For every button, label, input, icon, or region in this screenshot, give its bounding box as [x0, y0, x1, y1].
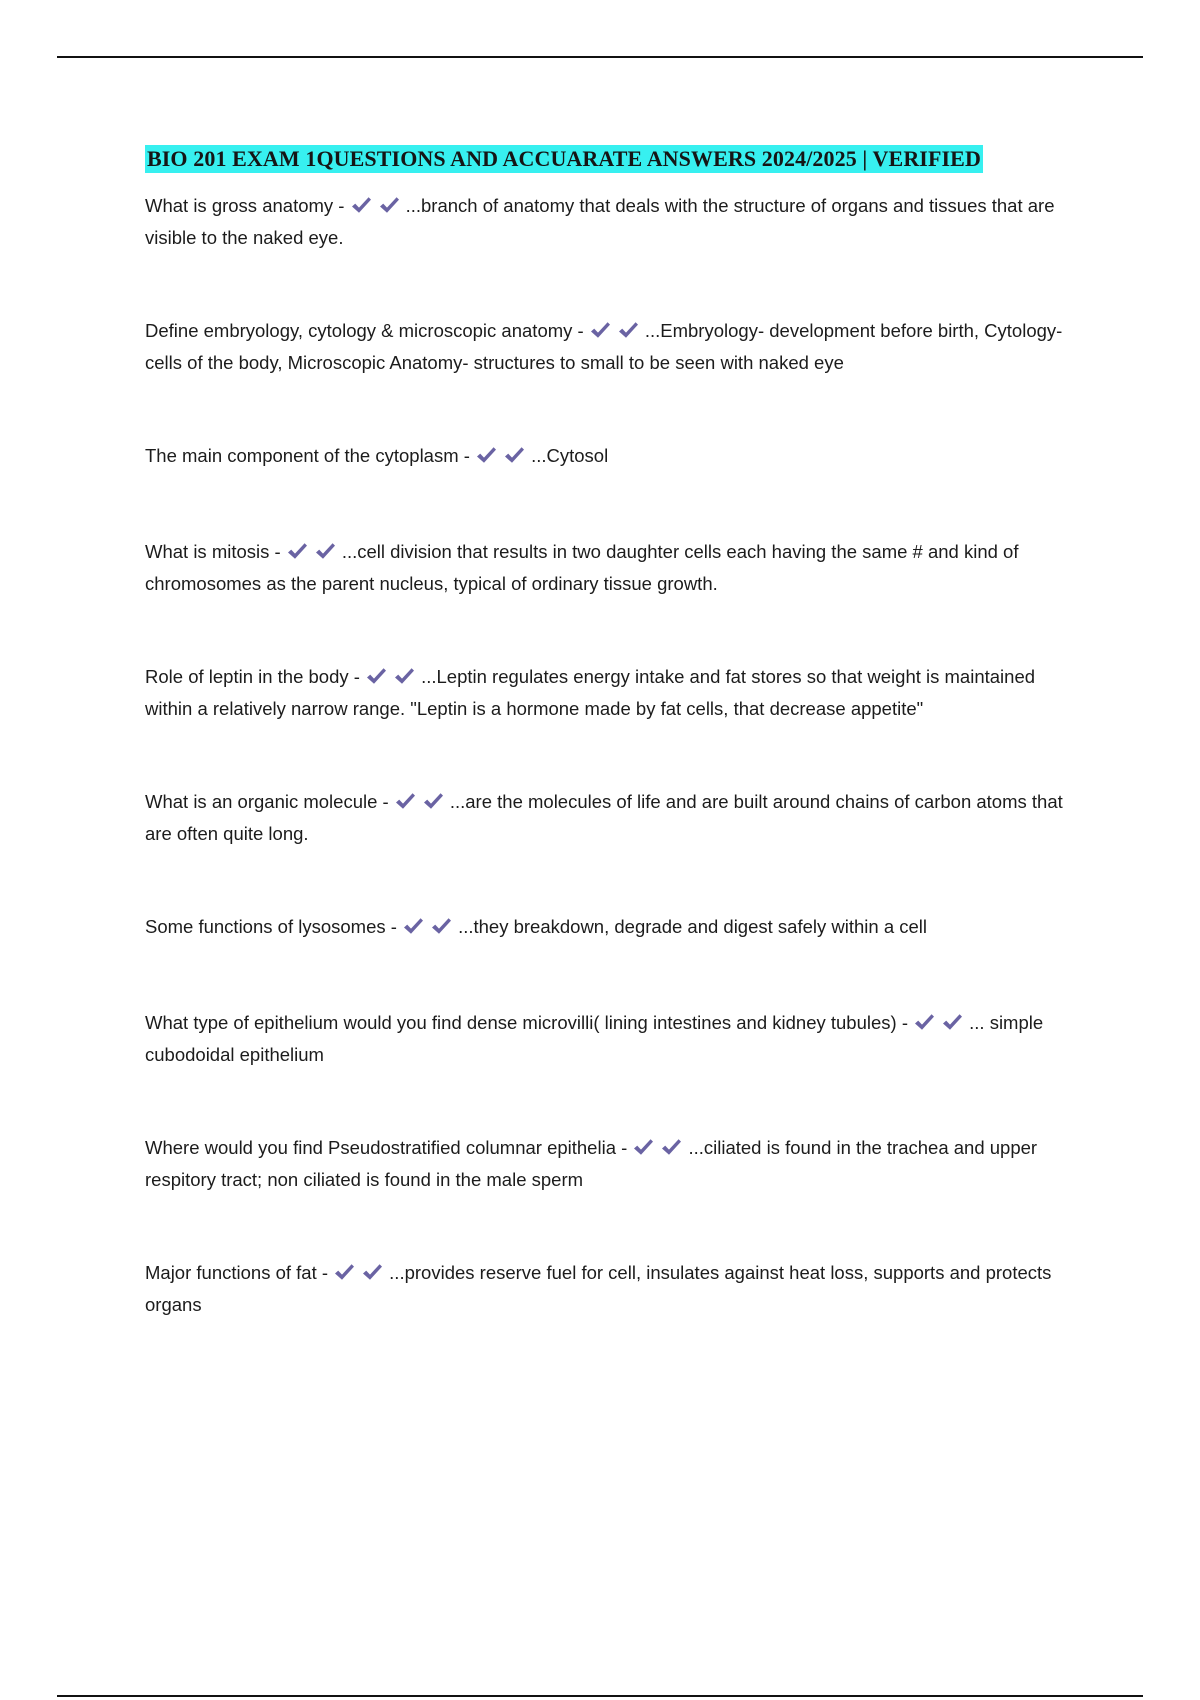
document-body [145, 145, 1085, 1319]
answer-text: ...ciliated is found in the trachea and upper respitory tract; non ciliated is found in the male sperm [145, 1137, 1038, 1190]
qa-item [145, 316, 1085, 377]
qa-item [145, 191, 1085, 252]
question-text: What is gross anatomy - [145, 195, 350, 216]
answer-text: ... simple cubodoidal epithelium [145, 1012, 1044, 1065]
answer-text: ...branch of anatomy that deals with the structure of organs and tissues that are visible to the naked eye. [145, 195, 1055, 248]
checkmark-icon [475, 445, 497, 465]
checkmark-icon [430, 916, 452, 936]
answer-text: ...are the molecules of life and are built around chains of carbon atoms that are often quite long. [145, 791, 1063, 844]
question-text: What type of epithelium would you find dense microvilli( lining intestines and kidney tubules) - [145, 1012, 914, 1033]
answer-text: ...cell division that results in two daughter cells each having the same # and kind of chromosomes as the parent nucleus, typical of ordinary tissue growth. [145, 541, 1019, 594]
checkmark-icon [402, 916, 424, 936]
checkmark-icon [365, 666, 387, 686]
qa-item [145, 787, 1085, 848]
checkmark-icon [589, 320, 611, 340]
verified-checks [394, 790, 450, 819]
checkmark-icon [941, 1012, 963, 1032]
answer-text: ...Embryology- development before birth, Cytology- cells of the body, Microscopic Anatomy- structures to small to be seen with naked eye [145, 320, 1063, 373]
answer-text: ...Cytosol [531, 445, 609, 466]
verified-checks [589, 319, 645, 348]
question-text: Define embryology, cytology & microscopic anatomy - [145, 320, 589, 341]
verified-checks [350, 194, 406, 223]
verified-checks [333, 1261, 389, 1290]
checkmark-icon [314, 541, 336, 561]
document-title: BIO 201 EXAM 1QUESTIONS AND ACCUARATE ANSWERS 2024/2025 | VERIFIED [147, 146, 981, 171]
checkmark-icon [660, 1137, 682, 1157]
qa-item [145, 1133, 1085, 1194]
checkmark-icon [333, 1262, 355, 1282]
answer-text: ...they breakdown, degrade and digest safely within a cell [458, 916, 928, 937]
question-text: Where would you find Pseudostratified columnar epithelia - [145, 1137, 633, 1158]
question-text: Some functions of lysosomes - [145, 916, 403, 937]
verified-checks [475, 444, 531, 473]
verified-checks [402, 915, 458, 944]
checkmark-icon [394, 791, 416, 811]
question-text: Role of leptin in the body - [145, 666, 366, 687]
question-text: The main component of the cytoplasm - [145, 445, 476, 466]
qa-item [145, 441, 1085, 473]
verified-checks [913, 1011, 969, 1040]
checkmark-icon [503, 445, 525, 465]
qa-item [145, 1008, 1085, 1069]
checkmark-icon [617, 320, 639, 340]
verified-checks [365, 665, 421, 694]
checkmark-icon [632, 1137, 654, 1157]
qa-list [145, 191, 1085, 1319]
checkmark-icon [286, 541, 308, 561]
checkmark-icon [913, 1012, 935, 1032]
answer-text: ...provides reserve fuel for cell, insulates against heat loss, supports and protects organs [145, 1262, 1052, 1315]
verified-checks [286, 540, 342, 569]
checkmark-icon [350, 195, 372, 215]
qa-item [145, 662, 1085, 723]
checkmark-icon [422, 791, 444, 811]
checkmark-icon [361, 1262, 383, 1282]
top-rule [57, 56, 1143, 58]
verified-checks [632, 1136, 688, 1165]
qa-item [145, 912, 1085, 944]
answer-text: ...Leptin regulates energy intake and fat stores so that weight is maintained within a relatively narrow range. "Leptin is a hormone made by fat cells, that decrease appetite" [145, 666, 1036, 719]
question-text: What is an organic molecule - [145, 791, 394, 812]
qa-item [145, 1258, 1085, 1319]
checkmark-icon [393, 666, 415, 686]
question-text: Major functions of fat - [145, 1262, 334, 1283]
question-text: What is mitosis - [145, 541, 286, 562]
bottom-rule [57, 1695, 1143, 1697]
checkmark-icon [378, 195, 400, 215]
qa-item [145, 537, 1085, 598]
